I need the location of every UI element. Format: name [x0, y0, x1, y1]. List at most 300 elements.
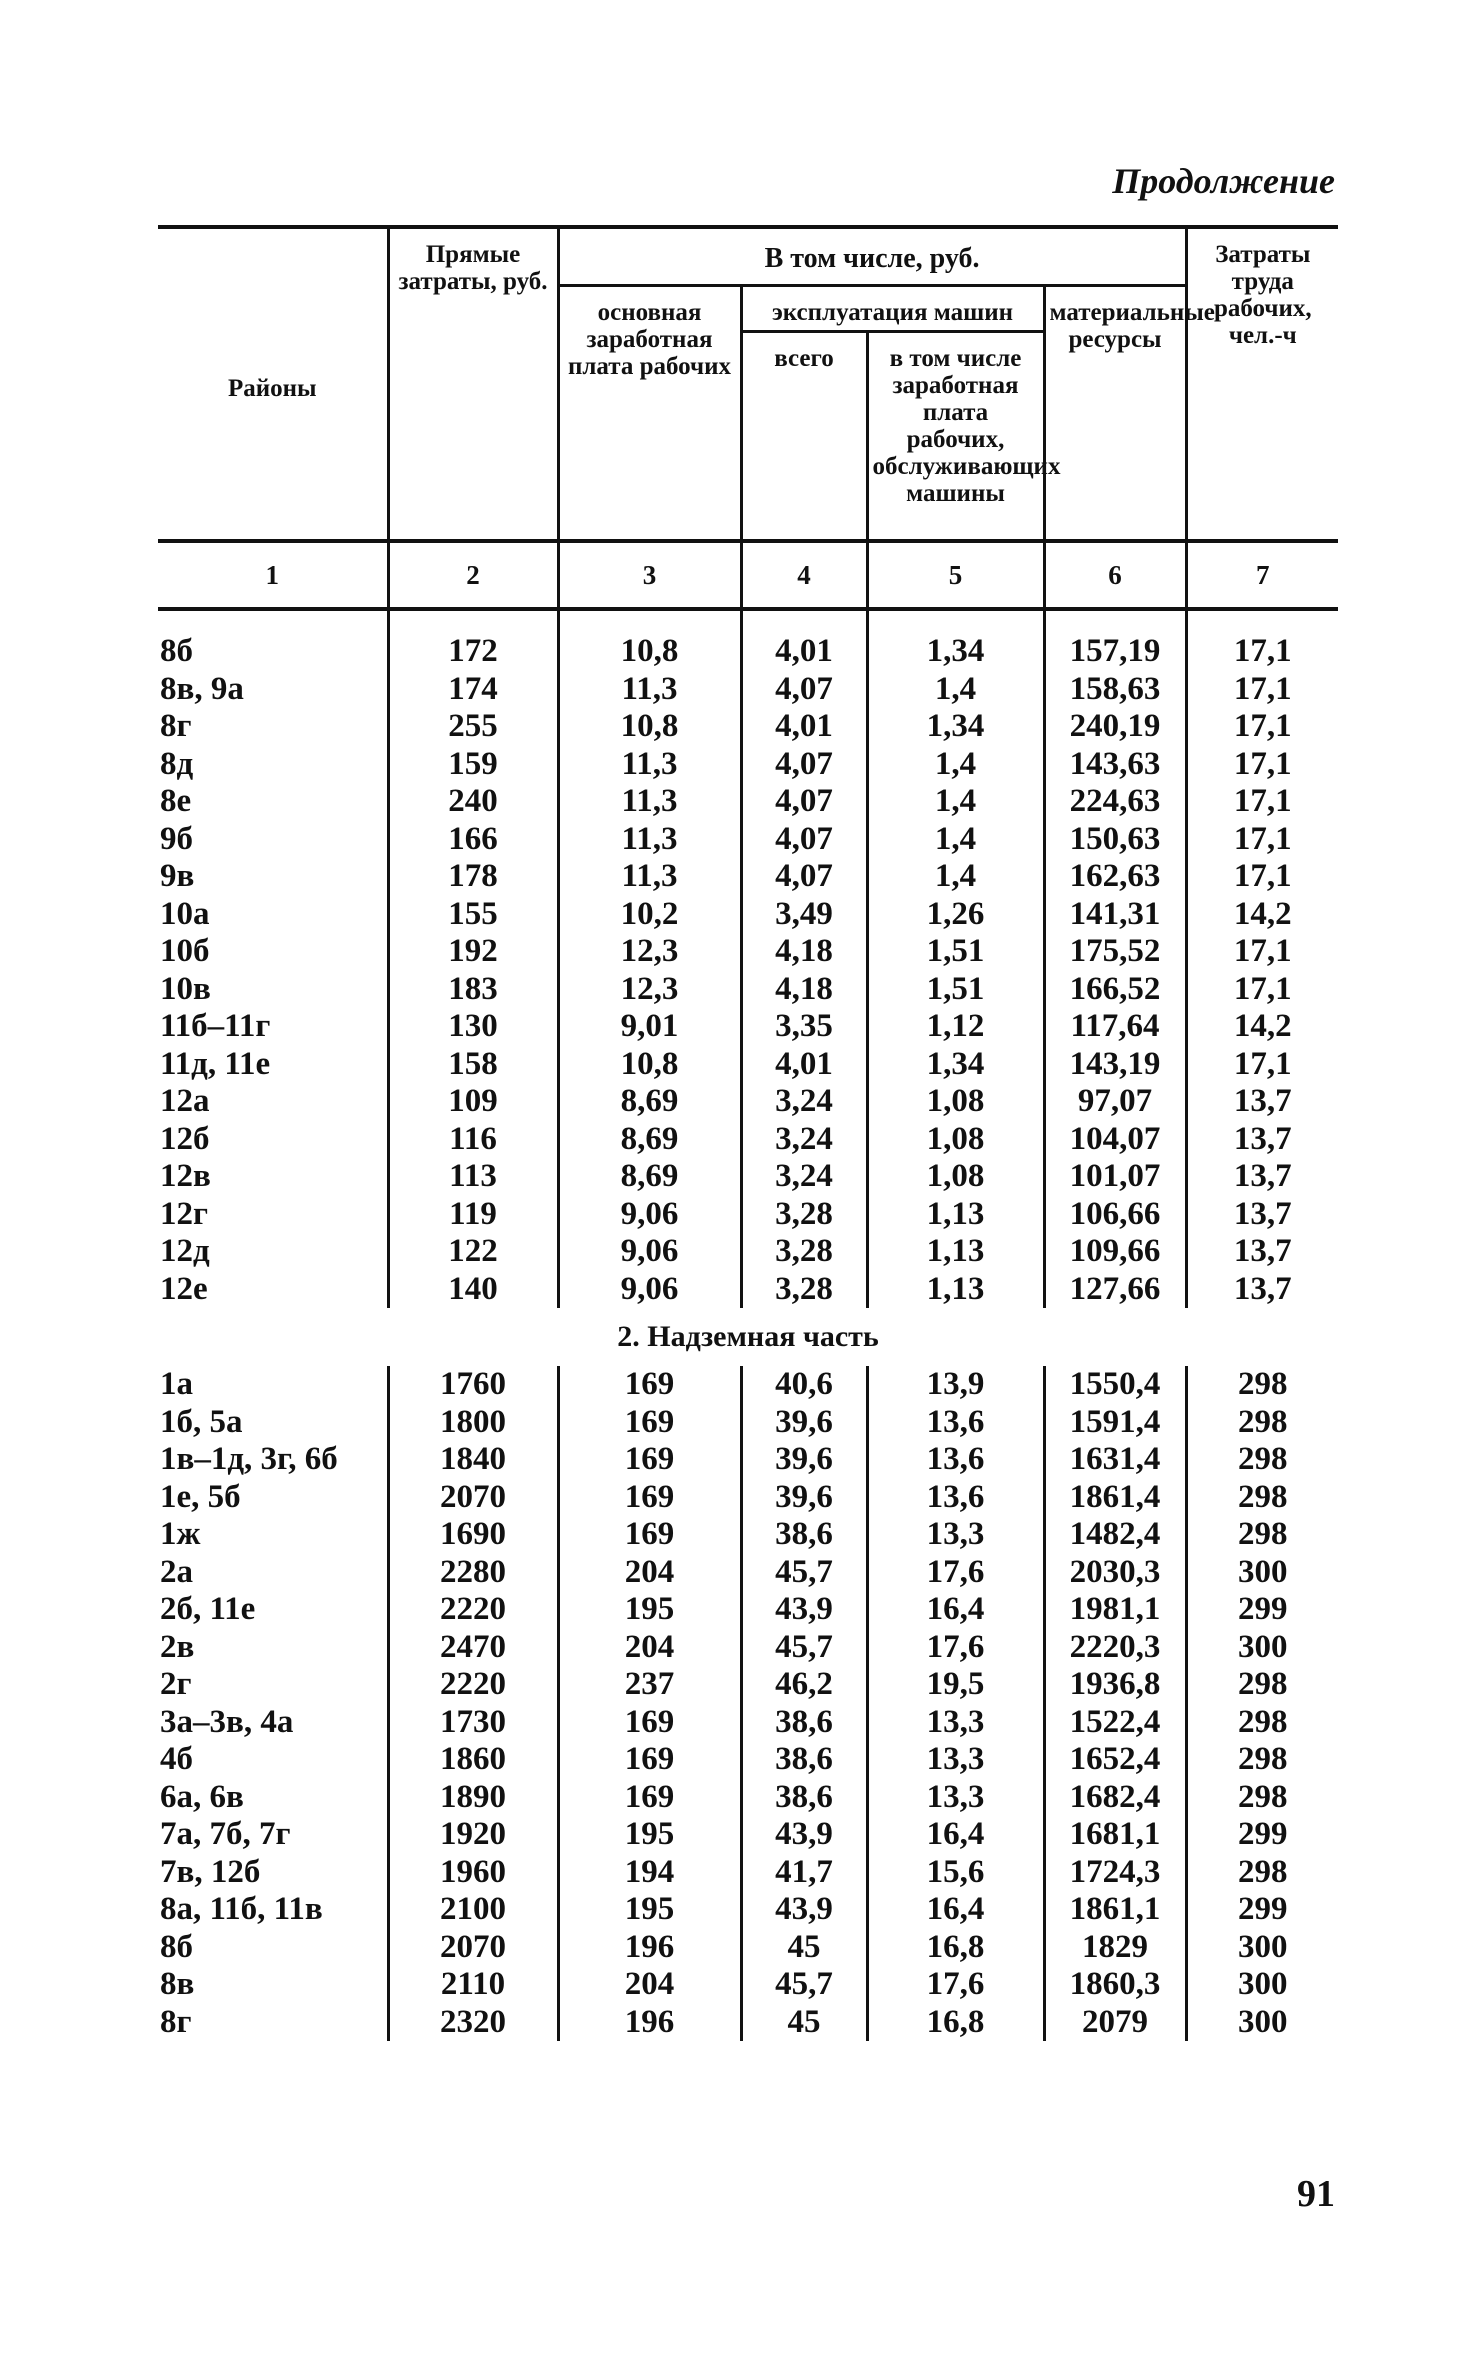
- table-row: [158, 1554, 1338, 1592]
- value-cell: 1829: [1044, 1929, 1186, 1967]
- value-cell: 1840: [388, 1441, 558, 1479]
- value-cell: 299: [1186, 1891, 1338, 1929]
- header-districts: Районы: [158, 227, 388, 541]
- column-number: 4: [741, 541, 867, 609]
- value-cell: 1,34: [867, 1046, 1044, 1084]
- value-cell: 13,3: [867, 1741, 1044, 1779]
- table-row: [158, 1271, 1338, 1309]
- value-cell: 38,6: [741, 1704, 867, 1742]
- value-cell: 17,1: [1186, 746, 1338, 784]
- value-cell: 16,8: [867, 1929, 1044, 1967]
- value-cell: 4,01: [741, 1046, 867, 1084]
- value-cell: 1,4: [867, 783, 1044, 821]
- value-cell: 1,51: [867, 971, 1044, 1009]
- district-cell: 7в, 12б: [160, 1853, 261, 1890]
- value-cell: 45,7: [741, 1554, 867, 1592]
- table-row: [158, 1516, 1338, 1554]
- value-cell: 4,07: [741, 746, 867, 784]
- value-cell: 1,4: [867, 821, 1044, 859]
- value-cell: 13,3: [867, 1779, 1044, 1817]
- value-cell: 113: [388, 1158, 558, 1196]
- district-cell: 8д: [160, 745, 194, 782]
- value-cell: 195: [558, 1816, 741, 1854]
- value-cell: 1730: [388, 1704, 558, 1742]
- district-cell: 10а: [160, 895, 210, 932]
- value-cell: 17,1: [1186, 971, 1338, 1009]
- value-cell: 298: [1186, 1854, 1338, 1892]
- value-cell: 1690: [388, 1516, 558, 1554]
- value-cell: 10,8: [558, 1046, 741, 1084]
- table-row: [158, 1008, 1338, 1046]
- value-cell: 2079: [1044, 2004, 1186, 2042]
- value-cell: 3,24: [741, 1158, 867, 1196]
- table-row: [158, 896, 1338, 934]
- value-cell: 16,4: [867, 1591, 1044, 1629]
- district-cell: 1в–1д, 3г, 6б: [160, 1441, 338, 1477]
- table-row: [158, 633, 1338, 671]
- table-row: [158, 1404, 1338, 1442]
- value-cell: 38,6: [741, 1779, 867, 1817]
- table-row: [158, 1966, 1338, 2004]
- value-cell: 2280: [388, 1554, 558, 1592]
- value-cell: 10,8: [558, 633, 741, 671]
- table-row: [158, 1196, 1338, 1234]
- value-cell: 1861,1: [1044, 1891, 1186, 1929]
- value-cell: 13,7: [1186, 1121, 1338, 1159]
- column-number: 1: [158, 541, 388, 609]
- value-cell: 116: [388, 1121, 558, 1159]
- value-cell: 1,13: [867, 1233, 1044, 1271]
- value-cell: 1,08: [867, 1158, 1044, 1196]
- value-cell: 39,6: [741, 1404, 867, 1442]
- value-cell: 194: [558, 1854, 741, 1892]
- value-cell: 1981,1: [1044, 1591, 1186, 1629]
- value-cell: 8,69: [558, 1121, 741, 1159]
- table-row: [158, 1083, 1338, 1121]
- value-cell: 14,2: [1186, 896, 1338, 934]
- value-cell: 1860: [388, 1741, 558, 1779]
- value-cell: 17,6: [867, 1966, 1044, 2004]
- value-cell: 1631,4: [1044, 1441, 1186, 1479]
- table-row: [158, 1158, 1338, 1196]
- value-cell: 43,9: [741, 1816, 867, 1854]
- value-cell: 9,06: [558, 1233, 741, 1271]
- value-cell: 240,19: [1044, 708, 1186, 746]
- value-cell: 298: [1186, 1479, 1338, 1517]
- district-cell: 1ж: [160, 1516, 201, 1552]
- value-cell: 298: [1186, 1366, 1338, 1404]
- value-cell: 255: [388, 708, 558, 746]
- value-cell: 43,9: [741, 1591, 867, 1629]
- value-cell: 155: [388, 896, 558, 934]
- header-including: В том числе, руб.: [558, 227, 1186, 286]
- value-cell: 17,1: [1186, 708, 1338, 746]
- table-body: [158, 609, 1338, 2041]
- value-cell: 13,6: [867, 1479, 1044, 1517]
- district-cell: 12е: [160, 1270, 208, 1307]
- value-cell: 104,07: [1044, 1121, 1186, 1159]
- table-row: [158, 1591, 1338, 1629]
- value-cell: 1,4: [867, 746, 1044, 784]
- value-cell: 169: [558, 1366, 741, 1404]
- column-number: 5: [867, 541, 1044, 609]
- value-cell: 11,3: [558, 821, 741, 859]
- value-cell: 1,13: [867, 1271, 1044, 1309]
- value-cell: 1,26: [867, 896, 1044, 934]
- value-cell: 1860,3: [1044, 1966, 1186, 2004]
- value-cell: 300: [1186, 1929, 1338, 1967]
- value-cell: 169: [558, 1779, 741, 1817]
- value-cell: 196: [558, 2004, 741, 2042]
- district-cell: 8б: [160, 633, 193, 669]
- value-cell: 3,28: [741, 1233, 867, 1271]
- value-cell: 162,63: [1044, 858, 1186, 896]
- column-number: 3: [558, 541, 741, 609]
- value-cell: 119: [388, 1196, 558, 1234]
- table-row: [158, 1816, 1338, 1854]
- value-cell: 4,18: [741, 933, 867, 971]
- district-cell: 2в: [160, 1628, 195, 1665]
- header-machine-wages: в том числе заработная плата рабочих, обслуживающих машины: [867, 332, 1044, 542]
- district-cell: 11б–11г: [160, 1008, 271, 1044]
- value-cell: 298: [1186, 1741, 1338, 1779]
- value-cell: 195: [558, 1591, 741, 1629]
- district-cell: 1а: [160, 1366, 193, 1402]
- value-cell: 43,9: [741, 1891, 867, 1929]
- value-cell: 16,8: [867, 2004, 1044, 2042]
- value-cell: 1920: [388, 1816, 558, 1854]
- value-cell: 3,24: [741, 1121, 867, 1159]
- value-cell: 16,4: [867, 1891, 1044, 1929]
- value-cell: 127,66: [1044, 1271, 1186, 1309]
- column-number: 6: [1044, 541, 1186, 609]
- value-cell: 17,1: [1186, 933, 1338, 971]
- district-cell: 1е, 5б: [160, 1478, 241, 1515]
- table-row: [158, 1629, 1338, 1667]
- value-cell: 1,13: [867, 1196, 1044, 1234]
- value-cell: 183: [388, 971, 558, 1009]
- district-cell: 8а, 11б, 11в: [160, 1891, 323, 1927]
- value-cell: 17,1: [1186, 858, 1338, 896]
- column-number: 2: [388, 541, 558, 609]
- value-cell: 2220: [388, 1591, 558, 1629]
- value-cell: 143,19: [1044, 1046, 1186, 1084]
- table-row: [158, 1854, 1338, 1892]
- value-cell: 140: [388, 1271, 558, 1309]
- value-cell: 224,63: [1044, 783, 1186, 821]
- value-cell: 15,6: [867, 1854, 1044, 1892]
- district-cell: 7а, 7б, 7г: [160, 1816, 291, 1852]
- value-cell: 1652,4: [1044, 1741, 1186, 1779]
- table-row: [158, 1441, 1338, 1479]
- value-cell: 1,12: [867, 1008, 1044, 1046]
- value-cell: 1890: [388, 1779, 558, 1817]
- value-cell: 1760: [388, 1366, 558, 1404]
- value-cell: 195: [558, 1891, 741, 1929]
- value-cell: 3,28: [741, 1196, 867, 1234]
- value-cell: 19,5: [867, 1666, 1044, 1704]
- value-cell: 298: [1186, 1404, 1338, 1442]
- table-row: [158, 671, 1338, 709]
- value-cell: 141,31: [1044, 896, 1186, 934]
- value-cell: 4,07: [741, 858, 867, 896]
- value-cell: 1800: [388, 1404, 558, 1442]
- value-cell: 192: [388, 933, 558, 971]
- value-cell: 17,1: [1186, 783, 1338, 821]
- value-cell: 13,7: [1186, 1158, 1338, 1196]
- value-cell: 9,06: [558, 1196, 741, 1234]
- value-cell: 157,19: [1044, 633, 1186, 671]
- header-direct-costs: Прямые затраты, руб.: [388, 227, 558, 541]
- value-cell: 1,4: [867, 858, 1044, 896]
- value-cell: 169: [558, 1516, 741, 1554]
- value-cell: 13,9: [867, 1366, 1044, 1404]
- value-cell: 16,4: [867, 1816, 1044, 1854]
- value-cell: 2470: [388, 1629, 558, 1667]
- value-cell: 166: [388, 821, 558, 859]
- value-cell: 38,6: [741, 1516, 867, 1554]
- district-cell: 9в: [160, 858, 195, 894]
- value-cell: 298: [1186, 1441, 1338, 1479]
- value-cell: 2070: [388, 1929, 558, 1967]
- value-cell: 13,3: [867, 1516, 1044, 1554]
- value-cell: 17,6: [867, 1629, 1044, 1667]
- district-cell: 12д: [160, 1233, 210, 1269]
- value-cell: 1861,4: [1044, 1479, 1186, 1517]
- value-cell: 1936,8: [1044, 1666, 1186, 1704]
- value-cell: 166,52: [1044, 971, 1186, 1009]
- value-cell: 9,06: [558, 1271, 741, 1309]
- value-cell: 3,49: [741, 896, 867, 934]
- value-cell: 13,6: [867, 1404, 1044, 1442]
- value-cell: 299: [1186, 1591, 1338, 1629]
- value-cell: 13,7: [1186, 1083, 1338, 1121]
- value-cell: 143,63: [1044, 746, 1186, 784]
- table-row: [158, 1233, 1338, 1271]
- value-cell: 2220,3: [1044, 1629, 1186, 1667]
- value-cell: 169: [558, 1741, 741, 1779]
- district-cell: 12а: [160, 1083, 210, 1119]
- value-cell: 298: [1186, 1516, 1338, 1554]
- value-cell: 1,51: [867, 933, 1044, 971]
- value-cell: 13,7: [1186, 1233, 1338, 1271]
- district-cell: 12б: [160, 1120, 210, 1157]
- table-row: [158, 783, 1338, 821]
- value-cell: 1960: [388, 1854, 558, 1892]
- value-cell: 14,2: [1186, 1008, 1338, 1046]
- column-numbers-row: [158, 541, 1338, 609]
- value-cell: 300: [1186, 1629, 1338, 1667]
- value-cell: 4,07: [741, 671, 867, 709]
- value-cell: 169: [558, 1441, 741, 1479]
- district-cell: 4б: [160, 1741, 193, 1777]
- value-cell: 1,4: [867, 671, 1044, 709]
- value-cell: 13,7: [1186, 1196, 1338, 1234]
- value-cell: 1681,1: [1044, 1816, 1186, 1854]
- table-row: [158, 1479, 1338, 1517]
- value-cell: 299: [1186, 1816, 1338, 1854]
- value-cell: 3,28: [741, 1271, 867, 1309]
- value-cell: 3,35: [741, 1008, 867, 1046]
- district-cell: 8б: [160, 1928, 193, 1965]
- value-cell: 46,2: [741, 1666, 867, 1704]
- district-cell: 6а, 6в: [160, 1778, 244, 1815]
- value-cell: 159: [388, 746, 558, 784]
- value-cell: 300: [1186, 1554, 1338, 1592]
- district-cell: 1б, 5а: [160, 1403, 243, 1440]
- value-cell: 150,63: [1044, 821, 1186, 859]
- value-cell: 298: [1186, 1704, 1338, 1742]
- value-cell: 174: [388, 671, 558, 709]
- value-cell: 11,3: [558, 746, 741, 784]
- value-cell: 298: [1186, 1779, 1338, 1817]
- page-number: 91: [1297, 2173, 1335, 2215]
- value-cell: 1522,4: [1044, 1704, 1186, 1742]
- value-cell: 41,7: [741, 1854, 867, 1892]
- table-row: [158, 1666, 1338, 1704]
- header-machine-operation: эксплуатация машин: [741, 286, 1044, 332]
- value-cell: 109,66: [1044, 1233, 1186, 1271]
- value-cell: 13,6: [867, 1441, 1044, 1479]
- value-cell: 101,07: [1044, 1158, 1186, 1196]
- value-cell: 8,69: [558, 1083, 741, 1121]
- header-labor: Затраты труда рабочих, чел.-ч: [1186, 227, 1338, 541]
- district-cell: 3а–3в, 4а: [160, 1703, 294, 1740]
- table-row: [158, 2004, 1338, 2042]
- value-cell: 300: [1186, 1966, 1338, 2004]
- continued-label: Продолжение: [1112, 161, 1335, 201]
- value-cell: 10,8: [558, 708, 741, 746]
- value-cell: 3,24: [741, 1083, 867, 1121]
- value-cell: 1482,4: [1044, 1516, 1186, 1554]
- header-base-wages: основная заработная плата рабочих: [558, 286, 741, 542]
- value-cell: 2220: [388, 1666, 558, 1704]
- value-cell: 158,63: [1044, 671, 1186, 709]
- value-cell: 8,69: [558, 1158, 741, 1196]
- value-cell: 40,6: [741, 1366, 867, 1404]
- value-cell: 2110: [388, 1966, 558, 2004]
- value-cell: 122: [388, 1233, 558, 1271]
- value-cell: 158: [388, 1046, 558, 1084]
- column-number: 7: [1186, 541, 1338, 609]
- table-row: [158, 821, 1338, 859]
- section-title: 2. Надземная часть: [617, 1320, 879, 1353]
- district-cell: 8в: [160, 1966, 195, 2002]
- value-cell: 1,08: [867, 1083, 1044, 1121]
- table-row: [158, 1741, 1338, 1779]
- value-cell: 11,3: [558, 783, 741, 821]
- value-cell: 178: [388, 858, 558, 896]
- value-cell: 45,7: [741, 1966, 867, 2004]
- value-cell: 39,6: [741, 1441, 867, 1479]
- value-cell: 204: [558, 1629, 741, 1667]
- value-cell: 237: [558, 1666, 741, 1704]
- table-row: [158, 1046, 1338, 1084]
- value-cell: 10,2: [558, 896, 741, 934]
- value-cell: 12,3: [558, 933, 741, 971]
- value-cell: 2070: [388, 1479, 558, 1517]
- value-cell: 45: [741, 1929, 867, 1967]
- value-cell: 1,34: [867, 633, 1044, 671]
- table-row: [158, 1929, 1338, 1967]
- header-materials: материальные ресурсы: [1044, 286, 1186, 542]
- header-total: всего: [741, 332, 867, 542]
- value-cell: 17,1: [1186, 1046, 1338, 1084]
- district-cell: 8е: [160, 783, 192, 819]
- district-cell: 8г: [160, 2003, 192, 2040]
- value-cell: 4,07: [741, 821, 867, 859]
- value-cell: 4,07: [741, 783, 867, 821]
- value-cell: 9,01: [558, 1008, 741, 1046]
- value-cell: 298: [1186, 1666, 1338, 1704]
- value-cell: 11,3: [558, 858, 741, 896]
- value-cell: 17,6: [867, 1554, 1044, 1592]
- value-cell: 169: [558, 1404, 741, 1442]
- value-cell: 169: [558, 1704, 741, 1742]
- value-cell: 1724,3: [1044, 1854, 1186, 1892]
- value-cell: 45,7: [741, 1629, 867, 1667]
- district-cell: 11д, 11е: [160, 1045, 271, 1082]
- value-cell: 196: [558, 1929, 741, 1967]
- table-row: [158, 708, 1338, 746]
- value-cell: 1,08: [867, 1121, 1044, 1159]
- value-cell: 4,18: [741, 971, 867, 1009]
- value-cell: 17,1: [1186, 671, 1338, 709]
- table-row: [158, 746, 1338, 784]
- value-cell: 109: [388, 1083, 558, 1121]
- district-cell: 12в: [160, 1158, 211, 1194]
- value-cell: 172: [388, 633, 558, 671]
- table-row: [158, 1704, 1338, 1742]
- district-cell: 9б: [160, 820, 193, 857]
- value-cell: 4,01: [741, 633, 867, 671]
- value-cell: 106,66: [1044, 1196, 1186, 1234]
- value-cell: 13,3: [867, 1704, 1044, 1742]
- value-cell: 1,34: [867, 708, 1044, 746]
- district-cell: 8в, 9а: [160, 670, 244, 707]
- value-cell: 97,07: [1044, 1083, 1186, 1121]
- value-cell: 17,1: [1186, 633, 1338, 671]
- value-cell: 2320: [388, 2004, 558, 2042]
- district-cell: 10б: [160, 933, 210, 969]
- value-cell: 11,3: [558, 671, 741, 709]
- value-cell: 1682,4: [1044, 1779, 1186, 1817]
- value-cell: 175,52: [1044, 933, 1186, 971]
- value-cell: 13,7: [1186, 1271, 1338, 1309]
- value-cell: 12,3: [558, 971, 741, 1009]
- value-cell: 117,64: [1044, 1008, 1186, 1046]
- value-cell: 39,6: [741, 1479, 867, 1517]
- district-cell: 2а: [160, 1553, 193, 1590]
- value-cell: 38,6: [741, 1741, 867, 1779]
- value-cell: 169: [558, 1479, 741, 1517]
- value-cell: 1550,4: [1044, 1366, 1186, 1404]
- district-cell: 2б, 11е: [160, 1591, 256, 1627]
- value-cell: 130: [388, 1008, 558, 1046]
- district-cell: 8г: [160, 708, 192, 744]
- value-cell: 204: [558, 1966, 741, 2004]
- value-cell: 240: [388, 783, 558, 821]
- value-cell: 300: [1186, 2004, 1338, 2042]
- value-cell: 2030,3: [1044, 1554, 1186, 1592]
- cost-table: [158, 225, 1338, 2041]
- table-row: [158, 933, 1338, 971]
- value-cell: 17,1: [1186, 821, 1338, 859]
- district-cell: 2г: [160, 1666, 192, 1702]
- value-cell: 1591,4: [1044, 1404, 1186, 1442]
- table-row: [158, 1366, 1338, 1404]
- value-cell: 2100: [388, 1891, 558, 1929]
